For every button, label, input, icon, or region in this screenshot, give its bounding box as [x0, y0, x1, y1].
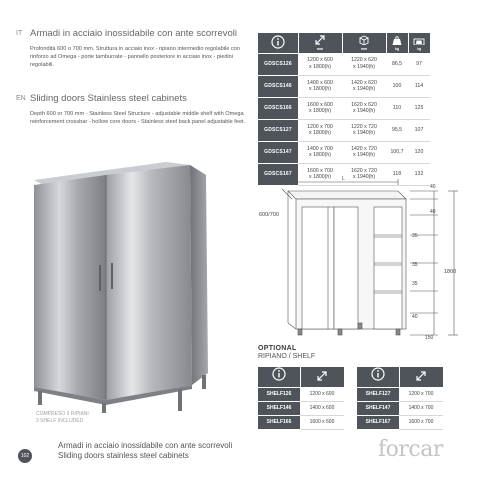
product-dimensions-line-1: 1400 x 600 [307, 79, 333, 86]
page-number: 102 [18, 449, 32, 463]
lang-code-it: IT [16, 30, 23, 37]
product-dimensions-line-1: 1600 x 700 [307, 167, 333, 174]
product-dimensions-line-2: x 1800(h) [309, 152, 331, 158]
spec-header-gross-weight-unit: kg [417, 46, 422, 51]
shelf-dimensions: 1200 x 600 [300, 387, 344, 401]
product-dimensions [298, 53, 342, 75]
shelf-600-header-dimensions [300, 367, 344, 387]
spec-header-dimensions [298, 33, 342, 53]
info-icon [371, 367, 385, 381]
net-weight: 100,7 [386, 141, 408, 163]
package-weight-icon [413, 36, 425, 45]
shelf-row [357, 387, 443, 401]
photo-caption [36, 411, 89, 424]
optional-title: OPTIONAL [258, 345, 297, 352]
product-code: GDSCS146 [258, 75, 298, 97]
package-dimensions-line-2: x 1940(h) [353, 63, 375, 70]
gross-weight: 97 [408, 53, 430, 75]
product-code: GDSCS127 [258, 119, 298, 141]
shelf-600-header-info [258, 367, 300, 387]
shelf-table-700 [357, 367, 443, 430]
product-code: GDSCS126 [258, 53, 298, 75]
dimensions-arrow-icon [316, 371, 328, 381]
shelf-table-600-header [258, 367, 344, 387]
package-dimensions [342, 53, 386, 75]
package-box-icon [358, 35, 370, 45]
spec-table-header [258, 33, 430, 53]
shelf-table-700-body [357, 387, 443, 429]
spec-row [258, 75, 430, 97]
spec-header-gross-weight [408, 33, 430, 53]
net-weight: 100 [386, 75, 408, 97]
dim-width-label: L [342, 176, 345, 182]
spec-table-body [258, 53, 430, 185]
package-dimensions [342, 97, 386, 119]
shelf-row [258, 387, 344, 401]
product-dimensions-line-1: 1200 x 700 [307, 123, 333, 130]
spec-header-net-weight-unit: kg [394, 46, 400, 51]
net-weight: 86,5 [386, 53, 408, 75]
product-dimensions-line-1: 1200 x 600 [307, 57, 333, 64]
brand-logo: forcar [378, 437, 443, 462]
shelf-dimensions: 1400 x 700 [399, 401, 443, 415]
shelf-dimensions: 1400 x 600 [300, 401, 344, 415]
shelf-table-600 [258, 367, 344, 430]
footer-line-2: Sliding doors stainless steel cabinets [58, 451, 189, 461]
shelf-row [258, 401, 344, 415]
gross-weight: 132 [408, 163, 430, 185]
dimensions-arrow-icon [415, 371, 427, 381]
product-dimensions-line-2: x 1800(h) [309, 174, 331, 180]
spec-row [258, 53, 430, 75]
photo-caption-line-1: COMPRESO 3 RIPIANI [36, 411, 89, 417]
english-title: Sliding doors Stainless steel cabinets [30, 93, 187, 104]
dim-label-7: 150 [425, 335, 434, 341]
footer-text [58, 441, 232, 462]
shelf-code: SHELF166 [258, 415, 300, 429]
english-description: Depth 600 or 700 mm - Stainless Steel Structure - adjustable middle shelf with Omega reinforcement crossbar - hollow core doors - Stainless steel back panel adjustable feet. [30, 110, 246, 125]
product-dimensions-line-2: x 1800(h) [309, 63, 331, 70]
info-icon [272, 367, 286, 381]
product-dimensions [298, 119, 342, 141]
package-dimensions [342, 75, 386, 97]
technical-drawing [258, 175, 470, 350]
product-code: GDSCS166 [258, 97, 298, 119]
product-dimensions-line-1: 1600 x 600 [307, 101, 333, 108]
shelf-dimensions: 1600 x 700 [399, 415, 443, 429]
shelf-code: SHELF147 [357, 401, 399, 415]
gross-weight: 120 [408, 141, 430, 163]
spec-row [258, 97, 430, 119]
english-section [16, 93, 250, 126]
dim-label-1: 40 [430, 184, 436, 190]
net-weight: 110 [386, 97, 408, 119]
dim-height-label: 1800 [444, 269, 457, 275]
dim-label-6: 40 [412, 314, 418, 320]
product-dimensions [298, 97, 342, 119]
gross-weight: 107 [408, 119, 430, 141]
spec-header-package [342, 33, 386, 53]
shelf-code: SHELF126 [258, 387, 300, 401]
package-dimensions-line-1: 1420 x 720 [351, 145, 377, 152]
product-dimensions-line-1: 1400 x 700 [307, 145, 333, 152]
shelf-code: SHELF146 [258, 401, 300, 415]
product-dimensions-line-2: x 1800(h) [309, 86, 331, 92]
footer-line-1: Armadi in acciaio inossidabile con ante scorrevoli [58, 441, 233, 450]
shelf-700-header-info [357, 367, 399, 387]
shelf-row [357, 401, 443, 415]
dim-label-5: 35 [412, 281, 418, 287]
net-weight: 118 [386, 163, 408, 185]
shelf-row [357, 415, 443, 429]
weight-icon [392, 36, 402, 45]
cabinet-photo [20, 155, 240, 415]
dimensions-arrow-icon [314, 35, 326, 45]
shelf-code: SHELF127 [357, 387, 399, 401]
shelf-dimensions: 1200 x 700 [399, 387, 443, 401]
package-dimensions-line-1: 1220 x 620 [351, 57, 377, 64]
package-dimensions-line-1: 1620 x 720 [351, 167, 377, 174]
spec-header-info [258, 33, 298, 53]
shelf-700-header-dimensions [399, 367, 443, 387]
spec-header-dimensions-unit: mm [316, 47, 324, 51]
product-dimensions [298, 141, 342, 163]
product-dimensions [298, 75, 342, 97]
package-dimensions-line-2: x 1940(h) [353, 174, 375, 180]
shelf-code: SHELF167 [357, 415, 399, 429]
italian-description: Profondità 600 o 700 mm. Struttura in acciaio inox - ripiano intermedio regolabile con rinforzo ad Omega - porte tamburrate - pannello posteriore in acciaio inox - piedini regolabili. [30, 45, 240, 69]
italian-title: Armadi in acciaio inossidabile con ante scorrevoli [30, 28, 237, 39]
spec-table [258, 33, 430, 186]
dim-label-2: 40 [430, 209, 436, 215]
spec-header-net-weight [386, 33, 408, 53]
lang-code-en: EN [16, 95, 26, 102]
info-icon [271, 35, 285, 49]
product-code: GDSCS167 [258, 163, 298, 185]
photo-caption-line-2: 3 SHELF INCLUDED [36, 417, 84, 424]
package-dimensions-line-2: x 1940(h) [353, 86, 375, 92]
gross-weight: 114 [408, 75, 430, 97]
package-dimensions-line-1: 1620 x 620 [351, 101, 377, 108]
package-dimensions-line-1: 1220 x 720 [351, 123, 377, 130]
optional-subtitle: RIPIANO / SHELF [258, 353, 316, 361]
italian-section [16, 28, 250, 69]
shelf-dimensions: 1600 x 600 [300, 415, 344, 429]
shelf-row [258, 415, 344, 429]
net-weight: 95,5 [386, 119, 408, 141]
optional-section [258, 345, 315, 362]
shelf-table-600-body [258, 387, 344, 429]
spec-header-package-unit: mm [360, 47, 368, 51]
package-dimensions-line-2: x 1940(h) [353, 152, 375, 158]
package-dimensions-line-2: x 1940(h) [353, 130, 375, 136]
dim-label-4: 35 [412, 262, 418, 268]
product-dimensions-line-2: x 1800(h) [309, 130, 331, 136]
gross-weight: 125 [408, 97, 430, 119]
package-dimensions-line-2: x 1940(h) [353, 108, 375, 114]
spec-row [258, 141, 430, 163]
package-dimensions [342, 141, 386, 163]
spec-row [258, 119, 430, 141]
shelf-table-700-header [357, 367, 443, 387]
package-dimensions [342, 119, 386, 141]
product-code: GDSCS147 [258, 141, 298, 163]
product-dimensions-line-2: x 1800(h) [309, 108, 331, 114]
dim-depth-label: 600/700 [259, 212, 279, 218]
dim-label-3: 35 [412, 233, 418, 239]
package-dimensions-line-1: 1420 x 620 [351, 79, 377, 86]
